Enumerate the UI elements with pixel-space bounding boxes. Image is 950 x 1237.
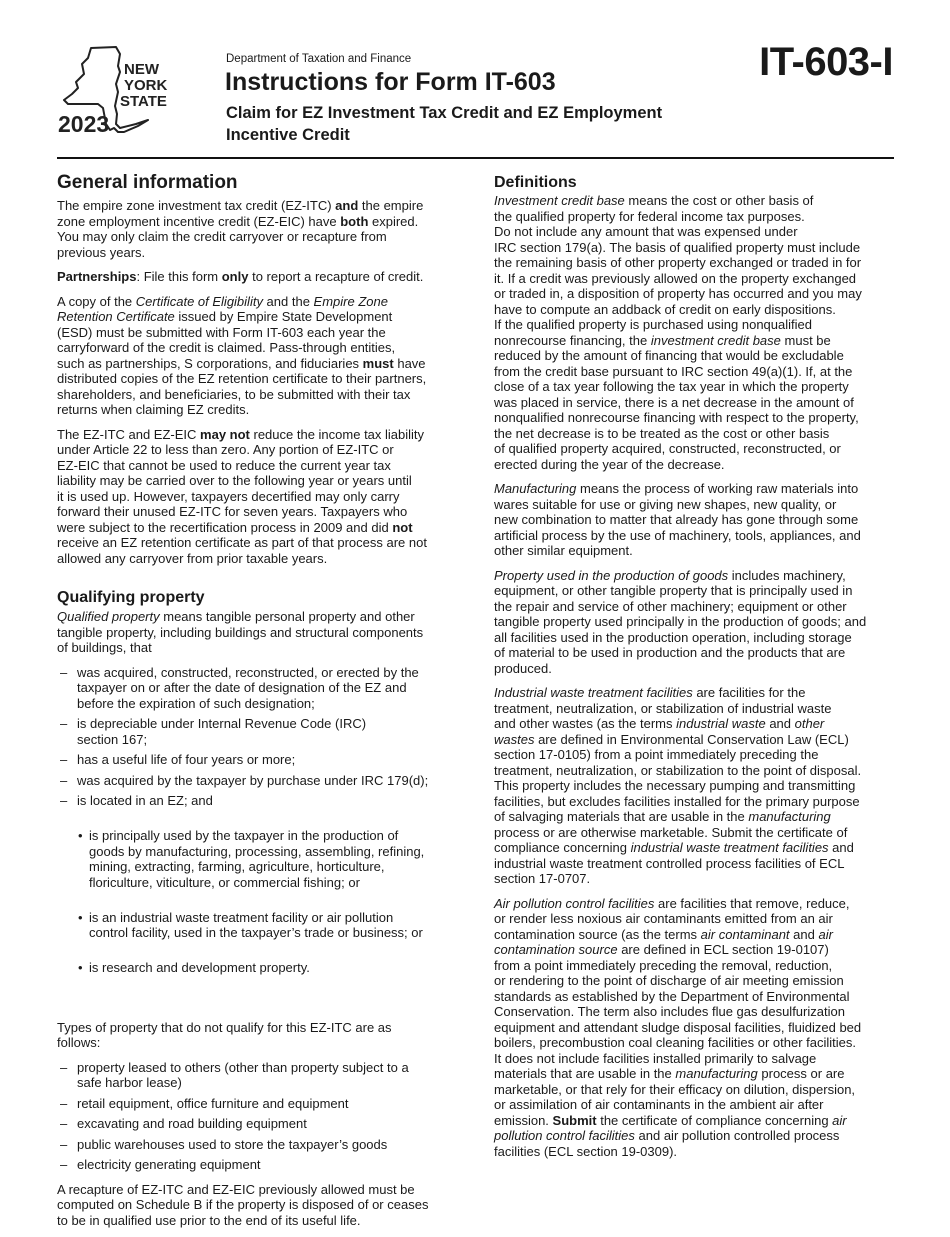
liability-paragraph <box>57 427 462 567</box>
certificate-paragraph <box>57 294 462 418</box>
text-run: The empire zone investment tax credit (EZ-ITC) <box>57 198 336 213</box>
text-run: the certificate of compliance concerning <box>596 1112 833 1128</box>
dash-marker: – <box>60 1059 68 1075</box>
header-divider <box>57 157 894 159</box>
list-item-text: property leased to others (other than property subject to a safe harbor lease) <box>77 1059 409 1090</box>
text-run: receive an EZ retention certificate as part of that process are not allowed any carryover from prior taxable years. <box>57 535 427 566</box>
text-run: and <box>765 716 795 731</box>
text-run: means tangible personal property and other tangible property, including buildings and structural components of buildings, that <box>57 609 424 655</box>
bold-text: not <box>392 519 413 535</box>
italic-term: Air pollution control facilities <box>494 895 655 911</box>
page-subtitle: Claim for EZ Investment Tax Credit and EZ Employment Incentive Credit <box>226 104 663 144</box>
list-item <box>57 1157 462 1173</box>
italic-term: Certificate of Eligibility <box>135 293 263 309</box>
definition-air-pollution-facilities <box>494 896 899 1160</box>
qualifying-property-heading: Qualifying property <box>57 589 205 606</box>
left-column <box>57 172 462 1237</box>
right-column <box>494 173 899 1168</box>
qualifying-list <box>57 665 462 1011</box>
list-item-text: was acquired by the taxpayer by purchase under IRC 179(d); <box>77 772 429 788</box>
italic-term: industrial waste treatment facilities <box>630 840 829 855</box>
definition-property-production-goods <box>494 568 899 677</box>
bold-text: only <box>221 269 249 284</box>
dash-marker: – <box>60 752 68 767</box>
text-run: are defined in Environmental Conservation Law (ECL) section 17-0105) from a point immediately preceding the treatment, neutralization, or stabilization to the point of disposal. This property includes the necessary pumping and transmitting facilities, but excludes facilities installed for the primary purpose of salvaging materials that are usable in the <box>494 731 862 824</box>
italic-term: manufacturing <box>675 1066 758 1081</box>
text-run: includes machinery, equipment, or other tangible property that is principally used in the repair and service of other machinery; equipment or other tangible property used principally in the production of goods; and all facilities used in the production operation, including storage of material to be used in production and the products that are produced. <box>494 567 867 676</box>
text-run: to report a recapture of credit. <box>248 269 424 284</box>
list-item-text: electricity generating equipment <box>77 1157 261 1172</box>
dash-marker: – <box>60 1157 68 1172</box>
list-item <box>57 793 462 1011</box>
text-run: means the cost or other basis of the qualified property for federal income tax purposes. Do not include any amount that was expensed under IRC section 179(a). The basis of qualified property must include the remaining basis of other property exchanged or traded in for it. If a credit was previously allowed on the property exchanged or traded in, a disposition of property has occurred and you may have to compute an addback of credit on early dispositions. If the qualified property is purchased using nonqualified nonrecourse financing, the <box>494 193 862 348</box>
dash-marker: – <box>60 664 68 680</box>
text-run: and air pollution controlled process facilities (ECL section 19-0309). <box>494 1128 840 1159</box>
svg-text:YORK: YORK <box>124 77 168 94</box>
text-run: process or are marketable, or that rely for their efficacy on dilution, dispersion, or assimilation of air contaminants in the ambient air after emission. <box>494 1066 856 1128</box>
text-run: are facilities that remove, reduce, or render less noxious air contaminants emitted from an air contamination source (as the terms <box>494 895 850 942</box>
text-run: expired. You may only claim the credit carryover or recapture from previous years. <box>57 213 419 260</box>
bullet-marker: • <box>78 909 83 925</box>
definitions-heading: Definitions <box>494 174 577 191</box>
list-item-text: was acquired, constructed, reconstructed, or erected by the taxpayer on or after the date of designation of the EZ and before the expiration of such designation; <box>77 664 419 711</box>
text-run: have distributed copies of the EZ retention certificate to their partners, shareholders, and beneficiaries, to be submitted with their tax returns when claiming EZ credits. <box>57 355 427 417</box>
italic-term: Manufacturing <box>494 481 577 496</box>
expired-paragraph <box>57 198 462 260</box>
list-item <box>57 1137 462 1153</box>
bullet-marker: • <box>78 828 83 843</box>
list-item-text: excavating and road building equipment <box>77 1116 307 1131</box>
list-item-text: is depreciable under Internal Revenue Code (IRC) section 167; <box>77 716 367 747</box>
list-item-text: public warehouses used to store the taxpayer’s goods <box>77 1136 388 1152</box>
text-run: The EZ-ITC and EZ-EIC <box>57 426 201 442</box>
new-york-state-outline-icon <box>58 44 183 134</box>
form-id: IT-603-I <box>759 40 893 84</box>
text-run: issued by Empire State Development (ESD) must be submitted with Form IT-603 each year the carryforward of the credit is claimed. Pass-through entities, such as partnerships, S corporations, and fiduciaries <box>57 309 396 371</box>
svg-text:2023: 2023 <box>58 111 110 134</box>
sublist-item <box>77 828 462 890</box>
text-run: Types of property that do not qualify for this EZ-ITC are as follows: <box>57 1019 392 1050</box>
svg-text:NEW: NEW <box>124 61 159 78</box>
bold-text: may not <box>200 426 250 442</box>
nonqualifying-list <box>57 1060 462 1173</box>
italic-term: Property used in the production of goods <box>494 567 729 583</box>
list-item <box>57 1060 462 1091</box>
bold-text: and <box>335 198 359 213</box>
list-item <box>57 716 462 747</box>
recapture-paragraph <box>57 1182 462 1229</box>
italic-term: air contamination source <box>494 926 833 957</box>
list-item <box>57 773 462 789</box>
general-information-heading: General information <box>57 172 238 193</box>
list-item-text: is located in an EZ; and <box>77 793 213 808</box>
text-run: must be reduced by the amount of financing that would be excludable from the credit base pursuant to IRC section 49(a)(1). If, at the close of a tax year following the tax year in which the property was placed in service, there is a net decrease in the amount of nonqualified nonrecourse financing with respect to the property, the net decrease is to be treated as the cost or other basis of qualified property acquired, constructed, reconstructed, or erected during the year of the decrease. <box>494 332 859 472</box>
list-item-text: has a useful life of four years or more; <box>77 752 296 767</box>
list-item-text: is research and development property. <box>89 960 310 975</box>
italic-term: Qualified property <box>57 609 160 624</box>
dash-marker: – <box>60 716 68 731</box>
italic-term: air pollution control facilities <box>494 1112 847 1143</box>
text-run: are facilities for the treatment, neutralization, or stabilization of industrial waste and other wastes (as the terms <box>494 685 832 731</box>
qualified-property-paragraph <box>57 609 462 656</box>
text-run: and the <box>262 293 314 309</box>
qualifying-sublist <box>77 813 462 996</box>
list-item <box>57 1096 462 1112</box>
list-item-text: is principally used by the taxpayer in the production of goods by manufacturing, processing, assembling, refining, mining, extracting, farming, agriculture, horticulture, floriculture, viticulture, or commercial fishing; or <box>89 828 425 890</box>
partnerships-paragraph <box>57 269 462 285</box>
italic-term: industrial waste <box>676 716 766 731</box>
sublist-item <box>77 960 462 976</box>
text-run: : File this form <box>136 269 222 284</box>
bold-text: must <box>362 355 394 371</box>
text-run: reduce the income tax liability under Article 22 to less than zero. Any portion of EZ-ITC or EZ-EIC that cannot be used to reduce the current year tax liability may be carried over to the following year or years until it is used up. However, taxpayers decertified may only carry forward their unused EZ-ITC for seven years. Taxpayers who were subject to the recertification process in 2009 and did <box>57 426 425 535</box>
text-run: means the process of working raw materials into wares suitable for use or giving new shapes, new quality, or new combination to matter that already has gone through some artificial process by the use of machinery, tools, appliances, and other similar equipment. <box>494 481 861 558</box>
text-run: are defined in ECL section 19-0107) from a point immediately preceding the removal, reduction, or rendering to the point of discharge of air meeting emission standards as established by the Department of Environmental Conservation. The term also includes flue gas desulfurization equipment and attendant sludge disposal facilities, fluidized bed boilers, precombustion coal cleaning facilities or other facilities. It does not include facilities installed primarily to salvage materials that are usable in the <box>494 942 862 1081</box>
definition-investment-credit-base <box>494 193 899 472</box>
italic-term: Industrial waste treatment facilities <box>494 685 693 700</box>
nys-logo <box>58 44 183 134</box>
definition-manufacturing <box>494 481 899 559</box>
list-item <box>57 1116 462 1132</box>
text-run: A recapture of EZ-ITC and EZ-EIC previously allowed must be computed on Schedule B if the property is disposed of or ceases to be in qualified use prior to the end of its useful life. <box>57 1181 429 1228</box>
text-run: the empire zone employment incentive credit (EZ-EIC) have <box>57 198 424 229</box>
dash-marker: – <box>60 1095 68 1111</box>
list-item-text: retail equipment, office furniture and equipment <box>77 1095 349 1111</box>
italic-term: air contaminant <box>700 926 790 942</box>
italic-term: manufacturing <box>748 809 831 824</box>
italic-term: other wastes <box>494 716 825 747</box>
dash-marker: – <box>60 1136 68 1152</box>
list-item <box>57 665 462 712</box>
dash-marker: – <box>60 772 68 788</box>
definition-industrial-waste-facilities <box>494 685 899 887</box>
dash-marker: – <box>60 793 68 808</box>
bold-text: Partnerships <box>57 269 137 284</box>
text-run: and <box>789 926 819 942</box>
list-item-text: is an industrial waste treatment facility or air pollution control facility, used in the taxpayer’s trade or business; or <box>89 909 423 940</box>
list-item <box>57 752 462 768</box>
text-run: A copy of the <box>57 293 136 309</box>
page-title: Instructions for Form IT-603 <box>225 68 556 96</box>
nonqualifying-intro <box>57 1020 462 1051</box>
italic-term: investment credit base <box>650 332 781 348</box>
department-name: Department of Taxation and Finance <box>226 53 412 65</box>
text-run: process or are otherwise marketable. Submit the certificate of compliance concerning <box>494 824 848 855</box>
dash-marker: – <box>60 1116 68 1131</box>
italic-term: Empire Zone Retention Certificate <box>57 293 388 324</box>
svg-text:STATE: STATE <box>120 93 167 110</box>
bold-text: both <box>340 213 369 229</box>
bold-text: Submit <box>552 1112 597 1128</box>
italic-term: Investment credit base <box>494 193 625 208</box>
sublist-item <box>77 910 462 941</box>
text-run: and industrial waste treatment controlled process facilities of ECL section 17-0707. <box>494 840 854 886</box>
bullet-marker: • <box>78 960 83 975</box>
